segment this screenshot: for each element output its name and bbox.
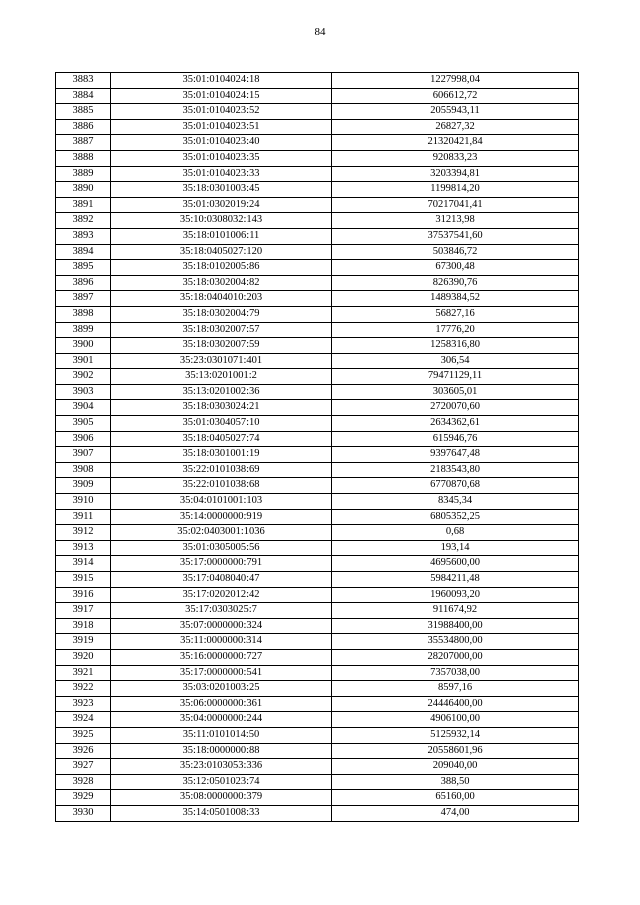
value-cell: 1960093,20: [332, 587, 579, 603]
value-cell: 4906100,00: [332, 712, 579, 728]
row-number-cell: 3913: [56, 540, 111, 556]
registry-table: [55, 72, 579, 822]
value-cell: 0,68: [332, 525, 579, 541]
row-number-cell: 3912: [56, 525, 111, 541]
row-number-cell: 3901: [56, 353, 111, 369]
row-number-cell: 3915: [56, 572, 111, 588]
table-row: [56, 572, 579, 588]
cadastral-number-cell: 35:08:0000000:379: [111, 790, 332, 806]
cadastral-number-cell: 35:04:0101001:103: [111, 494, 332, 510]
value-cell: 24446400,00: [332, 696, 579, 712]
value-cell: 474,00: [332, 805, 579, 821]
table-row: [56, 416, 579, 432]
table-row: [56, 805, 579, 821]
table-row: [56, 306, 579, 322]
row-number-cell: 3884: [56, 88, 111, 104]
table-row: [56, 400, 579, 416]
cadastral-number-cell: 35:14:0000000:919: [111, 509, 332, 525]
cadastral-number-cell: 35:06:0000000:361: [111, 696, 332, 712]
row-number-cell: 3891: [56, 197, 111, 213]
value-cell: 3203394,81: [332, 166, 579, 182]
value-cell: 9397647,48: [332, 447, 579, 463]
row-number-cell: 3893: [56, 228, 111, 244]
cadastral-number-cell: 35:23:0103053:336: [111, 759, 332, 775]
cadastral-number-cell: 35:01:0104023:40: [111, 135, 332, 151]
cadastral-number-cell: 35:18:0302007:57: [111, 322, 332, 338]
cadastral-number-cell: 35:18:0302004:79: [111, 306, 332, 322]
table-row: [56, 634, 579, 650]
table-row: [56, 743, 579, 759]
value-cell: 20558601,96: [332, 743, 579, 759]
value-cell: 2634362,61: [332, 416, 579, 432]
value-cell: 1199814,20: [332, 182, 579, 198]
value-cell: 4695600,00: [332, 556, 579, 572]
value-cell: 2720070,60: [332, 400, 579, 416]
cadastral-number-cell: 35:16:0000000:727: [111, 649, 332, 665]
cadastral-number-cell: 35:22:0101038:68: [111, 478, 332, 494]
cadastral-number-cell: 35:18:0303024:21: [111, 400, 332, 416]
table-row: [56, 447, 579, 463]
value-cell: 193,14: [332, 540, 579, 556]
cadastral-number-cell: 35:18:0102005:86: [111, 260, 332, 276]
value-cell: 209040,00: [332, 759, 579, 775]
table-row: [56, 322, 579, 338]
table-row: [56, 104, 579, 120]
cadastral-number-cell: 35:01:0104023:51: [111, 119, 332, 135]
cadastral-number-cell: 35:18:0101006:11: [111, 228, 332, 244]
table-row: [56, 525, 579, 541]
table-row: [56, 712, 579, 728]
cadastral-number-cell: 35:10:0308032:143: [111, 213, 332, 229]
row-number-cell: 3914: [56, 556, 111, 572]
table-row: [56, 369, 579, 385]
table-row: [56, 509, 579, 525]
value-cell: 6770870,68: [332, 478, 579, 494]
cadastral-number-cell: 35:01:0302019:24: [111, 197, 332, 213]
table-row: [56, 494, 579, 510]
table-row: [56, 150, 579, 166]
cadastral-number-cell: 35:03:0201003:25: [111, 681, 332, 697]
row-number-cell: 3883: [56, 73, 111, 89]
value-cell: 6805352,25: [332, 509, 579, 525]
cadastral-number-cell: 35:17:0303025:7: [111, 603, 332, 619]
cadastral-number-cell: 35:01:0304057:10: [111, 416, 332, 432]
table-row: [56, 681, 579, 697]
cadastral-number-cell: 35:22:0101038:69: [111, 462, 332, 478]
value-cell: 31988400,00: [332, 618, 579, 634]
value-cell: 615946,76: [332, 431, 579, 447]
row-number-cell: 3920: [56, 649, 111, 665]
table-row: [56, 618, 579, 634]
row-number-cell: 3898: [56, 306, 111, 322]
row-number-cell: 3907: [56, 447, 111, 463]
table-row: [56, 759, 579, 775]
value-cell: 1258316,80: [332, 338, 579, 354]
value-cell: 35534800,00: [332, 634, 579, 650]
row-number-cell: 3930: [56, 805, 111, 821]
table-row: [56, 587, 579, 603]
table-row: [56, 790, 579, 806]
table-row: [56, 73, 579, 89]
table-row: [56, 88, 579, 104]
row-number-cell: 3918: [56, 618, 111, 634]
cadastral-number-cell: 35:18:0302007:59: [111, 338, 332, 354]
table-row: [56, 166, 579, 182]
cadastral-number-cell: 35:11:0000000:314: [111, 634, 332, 650]
table-row: [56, 431, 579, 447]
row-number-cell: 3905: [56, 416, 111, 432]
row-number-cell: 3885: [56, 104, 111, 120]
row-number-cell: 3910: [56, 494, 111, 510]
table-row: [56, 353, 579, 369]
cadastral-number-cell: 35:17:0000000:541: [111, 665, 332, 681]
table-row: [56, 213, 579, 229]
table-row: [56, 727, 579, 743]
row-number-cell: 3919: [56, 634, 111, 650]
table-row: [56, 275, 579, 291]
cadastral-number-cell: 35:18:0301003:45: [111, 182, 332, 198]
row-number-cell: 3902: [56, 369, 111, 385]
table-row: [56, 649, 579, 665]
value-cell: 503846,72: [332, 244, 579, 260]
value-cell: 920833,23: [332, 150, 579, 166]
value-cell: 65160,00: [332, 790, 579, 806]
row-number-cell: 3897: [56, 291, 111, 307]
cadastral-number-cell: 35:01:0305005:56: [111, 540, 332, 556]
value-cell: 26827,32: [332, 119, 579, 135]
registry-table-body: [56, 73, 579, 822]
table-row: [56, 291, 579, 307]
value-cell: 5125932,14: [332, 727, 579, 743]
value-cell: 911674,92: [332, 603, 579, 619]
row-number-cell: 3886: [56, 119, 111, 135]
cadastral-number-cell: 35:18:0405027:120: [111, 244, 332, 260]
cadastral-number-cell: 35:01:0104023:33: [111, 166, 332, 182]
value-cell: 70217041,41: [332, 197, 579, 213]
row-number-cell: 3929: [56, 790, 111, 806]
cadastral-number-cell: 35:14:0501008:33: [111, 805, 332, 821]
cadastral-number-cell: 35:04:0000000:244: [111, 712, 332, 728]
table-row: [56, 197, 579, 213]
value-cell: 2183543,80: [332, 462, 579, 478]
table-row: [56, 182, 579, 198]
row-number-cell: 3925: [56, 727, 111, 743]
cadastral-number-cell: 35:17:0408040:47: [111, 572, 332, 588]
value-cell: 303605,01: [332, 384, 579, 400]
table-row: [56, 228, 579, 244]
row-number-cell: 3889: [56, 166, 111, 182]
value-cell: 306,54: [332, 353, 579, 369]
row-number-cell: 3900: [56, 338, 111, 354]
row-number-cell: 3895: [56, 260, 111, 276]
row-number-cell: 3923: [56, 696, 111, 712]
value-cell: 8597,16: [332, 681, 579, 697]
table-row: [56, 696, 579, 712]
table-row: [56, 774, 579, 790]
cadastral-number-cell: 35:18:0302004:82: [111, 275, 332, 291]
table-row: [56, 384, 579, 400]
table-row: [56, 556, 579, 572]
cadastral-number-cell: 35:12:0501023:74: [111, 774, 332, 790]
table-row: [56, 119, 579, 135]
cadastral-number-cell: 35:13:0201002:36: [111, 384, 332, 400]
cadastral-number-cell: 35:11:0101014:50: [111, 727, 332, 743]
cadastral-number-cell: 35:18:0000000:88: [111, 743, 332, 759]
value-cell: 1227998,04: [332, 73, 579, 89]
value-cell: 17776,20: [332, 322, 579, 338]
value-cell: 37537541,60: [332, 228, 579, 244]
table-row: [56, 260, 579, 276]
row-number-cell: 3892: [56, 213, 111, 229]
row-number-cell: 3888: [56, 150, 111, 166]
cadastral-number-cell: 35:07:0000000:324: [111, 618, 332, 634]
value-cell: 1489384,52: [332, 291, 579, 307]
row-number-cell: 3904: [56, 400, 111, 416]
row-number-cell: 3887: [56, 135, 111, 151]
row-number-cell: 3922: [56, 681, 111, 697]
cadastral-number-cell: 35:01:0104024:15: [111, 88, 332, 104]
cadastral-number-cell: 35:01:0104024:18: [111, 73, 332, 89]
cadastral-number-cell: 35:02:0403001:1036: [111, 525, 332, 541]
cadastral-number-cell: 35:01:0104023:35: [111, 150, 332, 166]
table-row: [56, 478, 579, 494]
cadastral-number-cell: 35:17:0000000:791: [111, 556, 332, 572]
value-cell: 2055943,11: [332, 104, 579, 120]
row-number-cell: 3927: [56, 759, 111, 775]
table-row: [56, 135, 579, 151]
value-cell: 67300,48: [332, 260, 579, 276]
cadastral-number-cell: 35:23:0301071:401: [111, 353, 332, 369]
value-cell: 5984211,48: [332, 572, 579, 588]
page-number: 84: [314, 26, 326, 38]
value-cell: 56827,16: [332, 306, 579, 322]
row-number-cell: 3906: [56, 431, 111, 447]
row-number-cell: 3896: [56, 275, 111, 291]
value-cell: 28207000,00: [332, 649, 579, 665]
value-cell: 7357038,00: [332, 665, 579, 681]
cadastral-number-cell: 35:18:0301001:19: [111, 447, 332, 463]
row-number-cell: 3903: [56, 384, 111, 400]
value-cell: 21320421,84: [332, 135, 579, 151]
table-row: [56, 603, 579, 619]
value-cell: 79471129,11: [332, 369, 579, 385]
value-cell: 606612,72: [332, 88, 579, 104]
cadastral-number-cell: 35:18:0404010:203: [111, 291, 332, 307]
value-cell: 8345,34: [332, 494, 579, 510]
cadastral-number-cell: 35:18:0405027:74: [111, 431, 332, 447]
row-number-cell: 3909: [56, 478, 111, 494]
row-number-cell: 3924: [56, 712, 111, 728]
cadastral-number-cell: 35:13:0201001:2: [111, 369, 332, 385]
row-number-cell: 3899: [56, 322, 111, 338]
row-number-cell: 3890: [56, 182, 111, 198]
table-row: [56, 338, 579, 354]
cadastral-number-cell: 35:17:0202012:42: [111, 587, 332, 603]
table-row: [56, 244, 579, 260]
row-number-cell: 3916: [56, 587, 111, 603]
row-number-cell: 3917: [56, 603, 111, 619]
cadastral-number-cell: 35:01:0104023:52: [111, 104, 332, 120]
row-number-cell: 3908: [56, 462, 111, 478]
table-row: [56, 540, 579, 556]
table-row: [56, 462, 579, 478]
row-number-cell: 3911: [56, 509, 111, 525]
value-cell: 31213,98: [332, 213, 579, 229]
value-cell: 826390,76: [332, 275, 579, 291]
row-number-cell: 3926: [56, 743, 111, 759]
row-number-cell: 3928: [56, 774, 111, 790]
row-number-cell: 3921: [56, 665, 111, 681]
value-cell: 388,50: [332, 774, 579, 790]
row-number-cell: 3894: [56, 244, 111, 260]
table-row: [56, 665, 579, 681]
